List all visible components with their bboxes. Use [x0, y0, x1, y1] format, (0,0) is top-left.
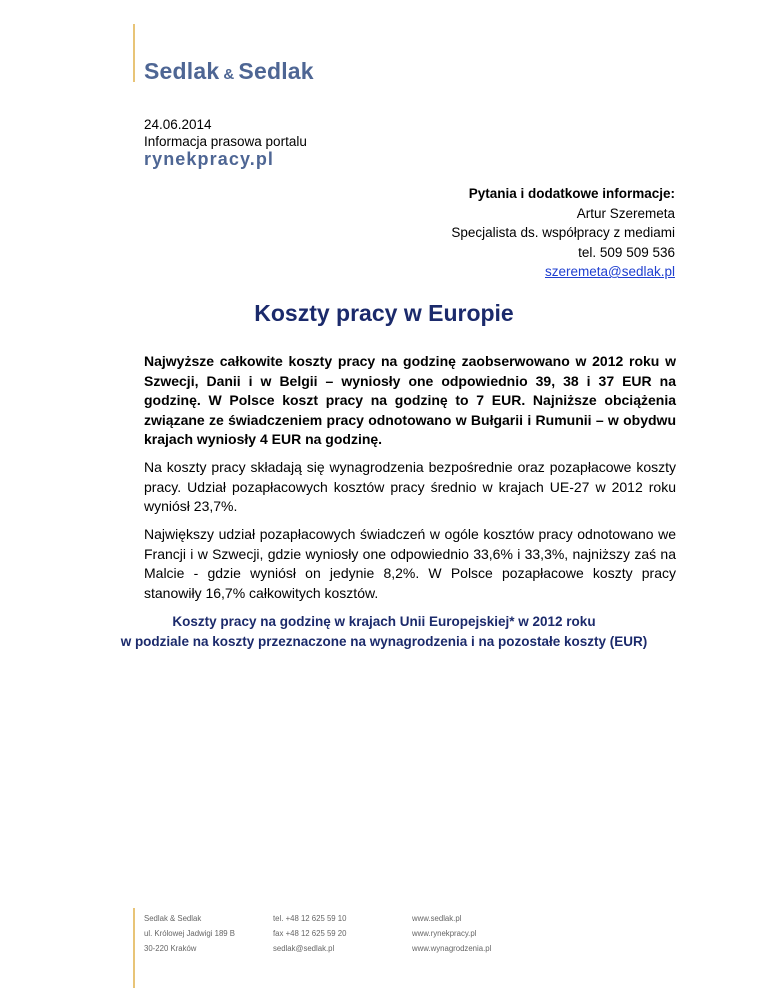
- rynekpracy-logo: rynekpracy.pl: [144, 149, 275, 169]
- footer-link-wynagrodzenia: www.wynagrodzenia.pl: [412, 944, 492, 953]
- contact-role: Specjalista ds. współpracy z mediami: [451, 225, 675, 240]
- contact-block: [451, 184, 675, 282]
- contact-phone: tel. 509 509 536: [578, 244, 675, 260]
- logo-name-left: Sedlak: [144, 58, 220, 84]
- chart-caption: [0, 612, 768, 652]
- body-paragraph-2: Największy udział pozapłacowych świadczeń w ogóle kosztów pracy odnotowano we Francji i w Szwecji, gdzie wyniosły one odpowiednio 33,6% i 33,3%, najniższy zaś na Malcie - gdzie wyniósł on jedynie 8,2%. W Polsce pozapłacowe koszty pracy stanowiły 16,7% całkowitych kosztów.: [144, 526, 676, 601]
- footer-company: Sedlak & Sedlak: [144, 914, 202, 923]
- footer-web-column: [412, 911, 491, 956]
- footer-tel: tel. +48 12 625 59 10: [273, 914, 347, 923]
- logo-name-right: Sedlak: [238, 58, 314, 84]
- chart-caption-line-1: Koszty pracy na godzinę w krajach Unii Europejskiej* w 2012 roku: [172, 614, 596, 629]
- press-release-meta: [144, 116, 307, 150]
- release-date: 24.06.2014: [144, 117, 212, 132]
- header-accent-bar: [133, 24, 135, 82]
- page-title: Koszty pracy w Europie: [254, 300, 514, 326]
- footer-email: sedlak@sedlak.pl: [273, 944, 335, 953]
- footer-fax: fax +48 12 625 59 20: [273, 929, 347, 938]
- footer-city: 30-220 Kraków: [144, 944, 197, 953]
- footer-accent-bar: [133, 908, 135, 988]
- contact-name: Artur Szeremeta: [576, 205, 675, 221]
- contact-heading: Pytania i dodatkowe informacje:: [468, 186, 675, 201]
- footer-street: ul. Królowej Jadwigi 189 B: [144, 929, 236, 938]
- sedlak-logo: [144, 58, 314, 85]
- contact-email-link[interactable]: szeremeta@sedlak.pl: [544, 264, 675, 279]
- footer-phone-column: [273, 911, 346, 956]
- footer-address-column: [144, 911, 235, 956]
- chart-caption-line-2: w podziale na koszty przeznaczone na wynagrodzenia i na pozostałe koszty (EUR): [120, 634, 648, 649]
- body-paragraph-1: Na koszty pracy składają się wynagrodzenia bezpośrednie oraz pozapłacowe koszty pracy. Udział pozapłacowych kosztów pracy średnio w krajach UE-27 w 2012 roku wyniósł 23,7%.: [144, 459, 676, 514]
- footer-link-rynekpracy: www.rynekpracy.pl: [412, 929, 477, 938]
- logo-ampersand: &: [223, 66, 235, 83]
- release-info-line: Informacja prasowa portalu: [144, 134, 307, 149]
- footer-link-sedlak: www.sedlak.pl: [412, 914, 462, 923]
- lead-paragraph: Najwyższe całkowite koszty pracy na godzinę zaobserwowano w 2012 roku w Szwecji, Danii i w Belgii – wyniosły one odpowiednio 39, 38 i 37 EUR na godzinę. W Polsce koszt pracy na godzinę to 7 EUR. Najniższe obciążenia związane ze świadczeniem pracy odnotowano w Bułgarii i Rumunii – w obydwu krajach wyniosły 4 EUR na godzinę.: [144, 353, 676, 447]
